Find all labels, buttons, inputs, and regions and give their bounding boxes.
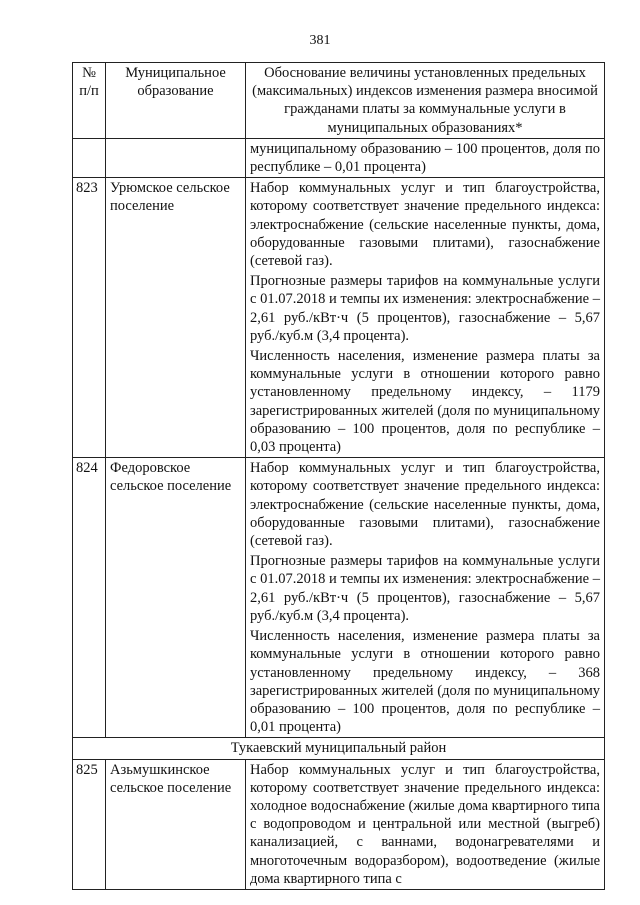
row-number: 825 (73, 759, 106, 889)
header-municipality: Муниципальное образование (106, 63, 246, 139)
paragraph: Прогнозные размеры тарифов на коммунальные услуги с 01.07.2018 и темпы их изменения: электроснабжение – 2,61 руб./кВт·ч (5 процентов), газоснабжение – 5,67 руб./куб.м (3,4 процента). (250, 553, 600, 624)
paragraph: Набор коммунальных услуг и тип благоустройства, которому соответствует значение предельного индекса: электроснабжение (сельские населенные пункты, дома, оборудованные газовыми плитами), газоснабжение (сетевой газ). (250, 460, 600, 550)
continuation-row (73, 138, 605, 177)
paragraph: Численность населения, изменение размера платы за коммунальные услуги в отношении которого равно установленному предельному индексу, – 368 зарегистрированных жителей (доля по муниципальному образованию – 100 процентов, доля по республике – 0,01 процента) (250, 628, 600, 736)
tariff-index-table (72, 62, 605, 890)
justification-cell (246, 178, 605, 458)
municipality-name: Федоровское сельское поселение (106, 458, 246, 738)
municipality-name: Азьмушкинское сельское поселение (106, 759, 246, 889)
paragraph: Набор коммунальных услуг и тип благоустройства, которому соответствует значение предельного индекса: электроснабжение (сельские населенные пункты, дома, оборудованные газовыми плитами), газоснабжение (сетевой газ). (250, 180, 600, 270)
district-row (73, 738, 605, 759)
header-justification: Обоснование величины установленных предельных (максимальных) индексов изменения размера вносимой гражданами платы за коммунальные услуги в муниципальных образованиях* (246, 63, 605, 139)
table-header-row (73, 63, 605, 139)
table-row (73, 178, 605, 458)
municipality-name: Урюмское сельское поселение (106, 178, 246, 458)
district-name: Тукаевский муниципальный район (73, 738, 605, 759)
justification-cell (246, 759, 605, 889)
continuation-text: муниципальному образованию – 100 процентов, доля по республике – 0,01 процента) (246, 138, 605, 177)
header-number: № п/п (73, 63, 106, 139)
row-number: 823 (73, 178, 106, 458)
page-number: 381 (309, 33, 331, 48)
table-row (73, 759, 605, 889)
row-number: 824 (73, 458, 106, 738)
paragraph: Численность населения, изменение размера платы за коммунальные услуги в отношении которого равно установленному предельному индексу, – 1179 зарегистрированных жителей (доля по муниципальному образованию – 100 процентов, доля по республике – 0,03 процента) (250, 348, 600, 456)
paragraph: Набор коммунальных услуг и тип благоустройства, которому соответствует значение предельного индекса: холодное водоснабжение (жилые дома квартирного типа с водопроводом и центральной или местной (выгреб) канализацией, с ваннами, водонагревателями и многоточечным водоразбором), водоотведение (жилые дома квартирного типа с (250, 761, 600, 887)
table-row (73, 458, 605, 738)
paragraph: Прогнозные размеры тарифов на коммунальные услуги с 01.07.2018 и темпы их изменения: электроснабжение – 2,61 руб./кВт·ч (5 процентов), газоснабжение – 5,67 руб./куб.м (3,4 процента). (250, 273, 600, 344)
justification-cell (246, 458, 605, 738)
